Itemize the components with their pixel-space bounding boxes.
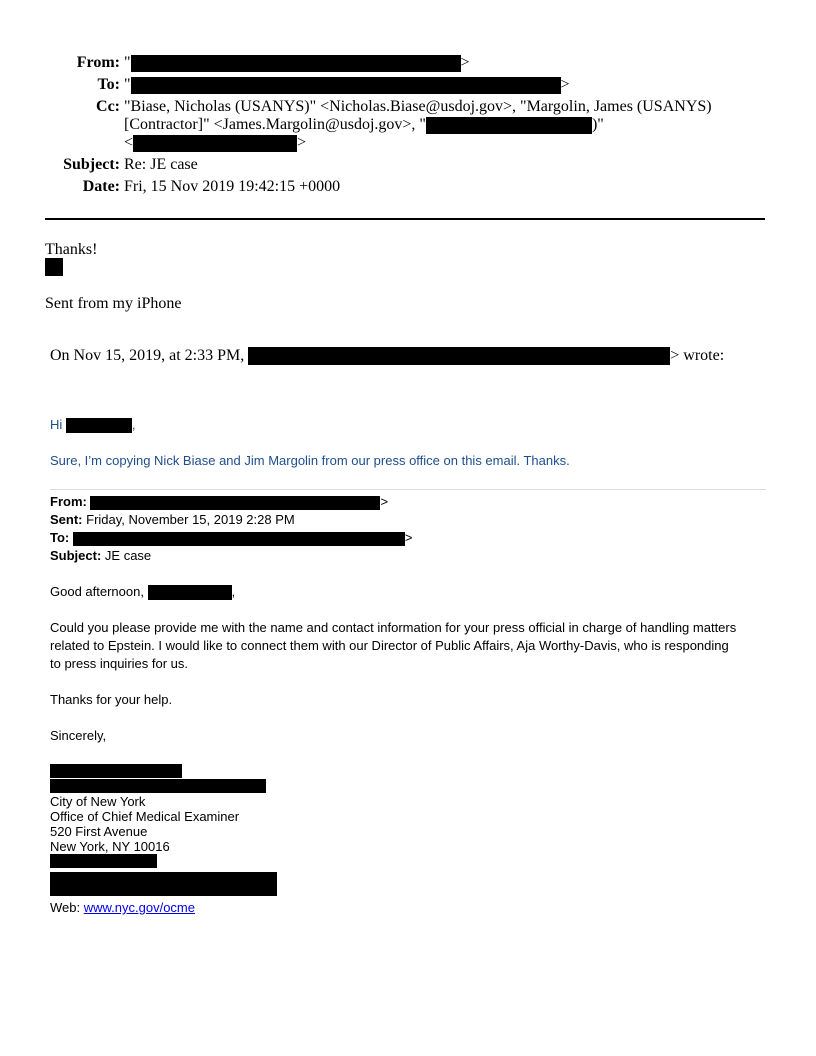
redaction — [73, 532, 405, 546]
redaction — [45, 258, 63, 276]
quoted-paragraph-line-1: Could you please provide me with the name and contact information for your press official in charge of handling matters — [50, 620, 737, 635]
date-value: Fri, 15 Nov 2019 19:42:15 +0000 — [124, 178, 341, 195]
cc-line-3: < > — [124, 134, 307, 151]
from-value: " > — [124, 54, 470, 71]
cc-label: Cc: — [96, 98, 120, 115]
subject-value: Re: JE case — [124, 156, 198, 173]
redaction — [426, 117, 592, 134]
quoted-thanks-help: Thanks for your help. — [50, 692, 173, 707]
reply-thanks: Thanks! — [45, 241, 98, 258]
quoted-hi: Hi , — [50, 417, 136, 432]
redaction — [50, 872, 277, 896]
date-label: Date: — [82, 178, 120, 195]
email-header — [0, 0, 816, 200]
from-label: From: — [76, 54, 120, 71]
quoted-separator — [50, 489, 766, 490]
redaction — [90, 496, 380, 510]
quoted-copying-line: Sure, I’m copying Nick Biase and Jim Margolin from our press office on this email. Thanks. — [50, 453, 570, 468]
signature-line-4: New York, NY 10016 — [50, 839, 170, 854]
redaction — [248, 347, 670, 365]
header-divider — [45, 218, 765, 220]
signature-line-3: 520 First Avenue — [50, 824, 148, 839]
quoted-subject: Subject: JE case — [50, 548, 152, 563]
redaction — [50, 854, 157, 868]
quoted-sent: Sent: Friday, November 15, 2019 2:28 PM — [50, 512, 295, 527]
quoted-sincerely: Sincerely, — [50, 728, 107, 743]
quoted-paragraph-line-3: to press inquiries for us. — [50, 656, 189, 671]
quoted-paragraph-line-2: related to Epstein. I would like to connect them with our Director of Public Affairs, Aja Worthy-Davis, who is responding — [50, 638, 729, 653]
signature-web: Web: www.nyc.gov/ocme — [50, 900, 195, 915]
redaction — [50, 764, 182, 778]
redaction — [133, 135, 297, 152]
cc-line-1: "Biase, Nicholas (USANYS)" <Nicholas.Biase@usdoj.gov>, "Margolin, James (USANYS) — [124, 98, 712, 115]
to-label: To: — [97, 76, 120, 93]
redaction — [148, 585, 232, 600]
redaction — [66, 418, 132, 433]
subject-label: Subject: — [63, 156, 120, 173]
signature-line-2: Office of Chief Medical Examiner — [50, 809, 240, 824]
reply-attribution: On Nov 15, 2019, at 2:33 PM, > wrote: — [50, 347, 725, 364]
to-value: " > — [124, 76, 570, 93]
redaction — [50, 779, 266, 793]
signature-line-1: City of New York — [50, 794, 146, 809]
redaction — [131, 55, 461, 72]
quoted-greeting: Good afternoon, , — [50, 584, 236, 599]
cc-line-2: [Contractor]" <James.Margolin@usdoj.gov>, " )" — [124, 116, 604, 133]
reply-sent-from: Sent from my iPhone — [45, 295, 182, 312]
ocme-web-link[interactable]: www.nyc.gov/ocme — [83, 900, 195, 915]
redaction — [131, 77, 561, 94]
quoted-to: To: > — [50, 530, 413, 545]
quoted-from: From: > — [50, 494, 389, 509]
